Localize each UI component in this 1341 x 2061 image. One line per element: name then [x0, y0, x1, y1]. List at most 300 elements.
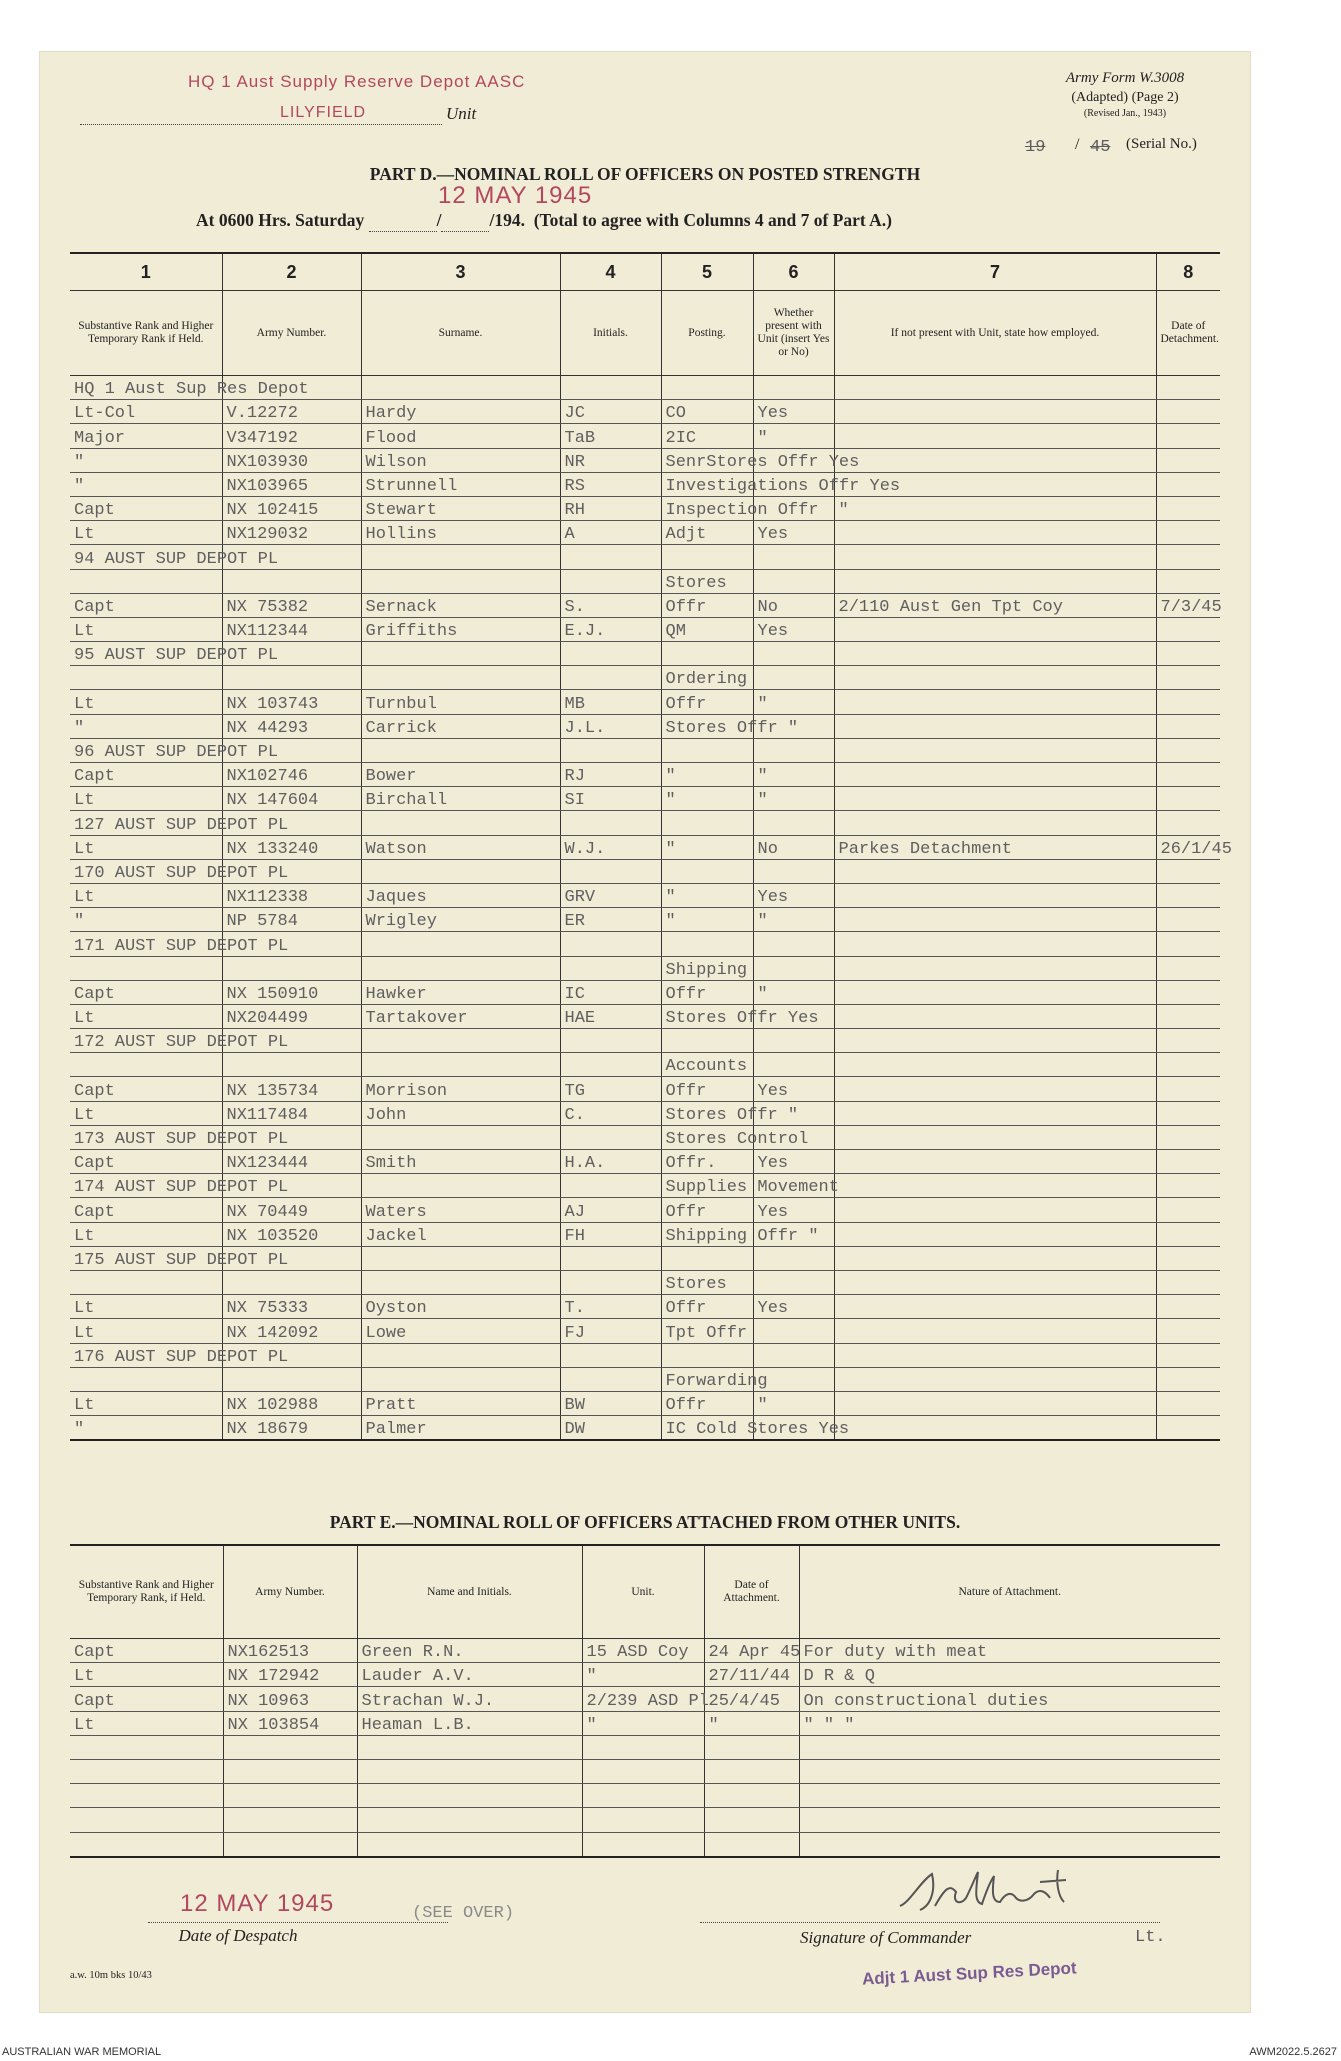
- table-cell: [834, 545, 1156, 569]
- table-cell: [753, 376, 834, 400]
- table-cell: [357, 1784, 582, 1808]
- table-cell: [361, 569, 560, 593]
- table-cell: [799, 1808, 1220, 1832]
- table-cell: [70, 1832, 223, 1857]
- table-row: [70, 883, 1220, 907]
- date-line-suffix: /194.: [489, 210, 525, 230]
- table-cell: Pratt: [361, 1391, 560, 1415]
- serial-label: (Serial No.): [1126, 136, 1197, 152]
- table-row: [70, 1029, 1220, 1053]
- table-cell: No: [753, 835, 834, 859]
- table-cell: [1156, 1367, 1220, 1391]
- table-cell: Tpt Offr: [661, 1319, 753, 1343]
- table-cell: [834, 1004, 1156, 1028]
- table-cell: [70, 956, 222, 980]
- table-cell: [1156, 1295, 1220, 1319]
- table-cell: Stores Offr Yes: [661, 1004, 753, 1028]
- table-cell: [834, 738, 1156, 762]
- table-cell: [834, 521, 1156, 545]
- table-cell: ": [753, 908, 834, 932]
- table-cell: [834, 1198, 1156, 1222]
- column-number: 5: [661, 253, 753, 291]
- table-cell: Yes: [753, 400, 834, 424]
- table-cell: [70, 1735, 223, 1759]
- table-cell: C.: [560, 1101, 661, 1125]
- table-cell: Tartakover: [361, 1004, 560, 1028]
- signature-line: [700, 1902, 1160, 1923]
- table-row: [70, 1663, 1220, 1687]
- table-cell: [753, 956, 834, 980]
- table-cell: [560, 1174, 661, 1198]
- table-cell: [834, 1246, 1156, 1270]
- table-cell: [834, 666, 1156, 690]
- table-cell: [222, 1270, 361, 1294]
- table-cell: [582, 1784, 704, 1808]
- table-cell: [834, 1101, 1156, 1125]
- table-cell: [357, 1735, 582, 1759]
- table-cell: [1156, 1077, 1220, 1101]
- table-cell: [834, 883, 1156, 907]
- column-header: Substantive Rank and Higher Temporary Rank, if Held.: [70, 1545, 223, 1639]
- date-line-note: (Total to agree with Columns 4 and 7 of Part A.): [533, 210, 892, 230]
- table-row: [70, 666, 1220, 690]
- table-cell: Major: [70, 424, 222, 448]
- form-revised: (Revised Jan., 1943): [1083, 108, 1167, 119]
- table-cell: NX 18679: [222, 1416, 361, 1441]
- table-row: [70, 932, 1220, 956]
- table-cell: [834, 569, 1156, 593]
- table-cell: HAE: [560, 1004, 661, 1028]
- table-cell: [1156, 448, 1220, 472]
- table-cell: [582, 1759, 704, 1783]
- table-cell: ": [661, 787, 753, 811]
- table-cell: RH: [560, 496, 661, 520]
- table-cell: [1156, 956, 1220, 980]
- table-cell: [1156, 1319, 1220, 1343]
- table-cell: Palmer: [361, 1416, 560, 1441]
- table-cell: [834, 763, 1156, 787]
- serial-typed-2: 45: [1090, 138, 1111, 157]
- table-cell: [361, 956, 560, 980]
- table-cell: [582, 1832, 704, 1857]
- table-cell: NR: [560, 448, 661, 472]
- table-cell: Inspection Offr: [661, 496, 753, 520]
- table-cell: TG: [560, 1077, 661, 1101]
- table-cell: ": [661, 763, 753, 787]
- table-cell: Lt: [70, 1222, 222, 1246]
- column-header: Date of Detachment.: [1156, 291, 1220, 376]
- table-cell: [834, 714, 1156, 738]
- table-cell: Hawker: [361, 980, 560, 1004]
- table-cell: Lt: [70, 1391, 222, 1415]
- table-cell: Jaques: [361, 883, 560, 907]
- table-cell: ": [753, 787, 834, 811]
- column-number: 2: [222, 253, 361, 291]
- table-cell: [661, 642, 753, 666]
- table-cell: [661, 1343, 753, 1367]
- table-cell: [1156, 472, 1220, 496]
- table-cell: D R & Q: [799, 1663, 1220, 1687]
- table-cell: [1156, 738, 1220, 762]
- table-cell: Yes: [753, 883, 834, 907]
- table-cell: 170 AUST SUP DEPOT PL: [70, 859, 222, 883]
- table-row: [70, 424, 1220, 448]
- header-row: [70, 291, 1220, 376]
- table-cell: [70, 1784, 223, 1808]
- table-cell: [834, 859, 1156, 883]
- table-cell: Capt: [70, 1150, 222, 1174]
- table-cell: ER: [560, 908, 661, 932]
- table-cell: 2/110 Aust Gen Tpt Coy: [834, 593, 1156, 617]
- table-row: [70, 545, 1220, 569]
- table-cell: 176 AUST SUP DEPOT PL: [70, 1343, 222, 1367]
- table-row: [70, 787, 1220, 811]
- table-cell: Ordering: [661, 666, 753, 690]
- table-cell: BW: [560, 1391, 661, 1415]
- table-cell: Strunnell: [361, 472, 560, 496]
- table-cell: NX 135734: [222, 1077, 361, 1101]
- table-cell: NX103965: [222, 472, 361, 496]
- table-cell: Yes: [753, 617, 834, 641]
- table-cell: [222, 1053, 361, 1077]
- table-cell: NX 133240: [222, 835, 361, 859]
- table-cell: 175 AUST SUP DEPOT PL: [70, 1246, 222, 1270]
- table-cell: [361, 1029, 560, 1053]
- table-cell: ": [582, 1711, 704, 1735]
- table-cell: NX 70449: [222, 1198, 361, 1222]
- column-header: Initials.: [560, 291, 661, 376]
- column-header: Date of Attachment.: [704, 1545, 799, 1639]
- table-cell: W.J.: [560, 835, 661, 859]
- table-cell: [223, 1759, 357, 1783]
- table-cell: [704, 1832, 799, 1857]
- column-header: Whether present with Unit (insert Yes or No): [753, 291, 834, 376]
- column-number: 7: [834, 253, 1156, 291]
- table-cell: [357, 1832, 582, 1857]
- table-row: [70, 1077, 1220, 1101]
- table-cell: [1156, 1101, 1220, 1125]
- table-cell: Yes: [753, 1150, 834, 1174]
- table-cell: [1156, 908, 1220, 932]
- table-cell: 15 ASD Coy: [582, 1639, 704, 1663]
- table-row: [70, 980, 1220, 1004]
- table-cell: NX112344: [222, 617, 361, 641]
- table-cell: V347192: [222, 424, 361, 448]
- table-row: [70, 1784, 1220, 1808]
- table-cell: 7/3/45: [1156, 593, 1220, 617]
- table-cell: [661, 811, 753, 835]
- table-cell: [799, 1784, 1220, 1808]
- table-cell: Stores Offr ": [661, 1101, 753, 1125]
- table-cell: [223, 1832, 357, 1857]
- table-cell: [361, 1125, 560, 1149]
- table-cell: [1156, 1004, 1220, 1028]
- table-row: [70, 1416, 1220, 1441]
- table-cell: [704, 1808, 799, 1832]
- table-cell: Accounts: [661, 1053, 753, 1077]
- table-cell: On constructional duties: [799, 1687, 1220, 1711]
- table-cell: NX 103743: [222, 690, 361, 714]
- table-cell: [834, 811, 1156, 835]
- table-cell: [1156, 1125, 1220, 1149]
- table-cell: [560, 642, 661, 666]
- table-cell: [70, 1053, 222, 1077]
- table-cell: [753, 666, 834, 690]
- table-cell: [70, 569, 222, 593]
- table-cell: Turnbul: [361, 690, 560, 714]
- print-code: a.w. 10m bks 10/43: [70, 1970, 152, 1981]
- table-row: [70, 859, 1220, 883]
- table-cell: Wrigley: [361, 908, 560, 932]
- table-row: [70, 521, 1220, 545]
- table-cell: [753, 859, 834, 883]
- table-cell: [834, 690, 1156, 714]
- table-cell: Stores Control: [661, 1125, 753, 1149]
- table-cell: [834, 642, 1156, 666]
- table-cell: Yes: [753, 1077, 834, 1101]
- table-cell: NX 44293: [222, 714, 361, 738]
- table-cell: ": [70, 714, 222, 738]
- table-cell: [834, 1174, 1156, 1198]
- table-cell: 172 AUST SUP DEPOT PL: [70, 1029, 222, 1053]
- table-cell: Shipping: [661, 956, 753, 980]
- table-cell: NX204499: [222, 1004, 361, 1028]
- table-cell: [582, 1735, 704, 1759]
- table-row: [70, 1004, 1220, 1028]
- table-cell: [361, 376, 560, 400]
- column-number: 6: [753, 253, 834, 291]
- table-cell: [222, 1367, 361, 1391]
- table-cell: Lt: [70, 521, 222, 545]
- column-header: If not present with Unit, state how employed.: [834, 291, 1156, 376]
- table-row: [70, 1101, 1220, 1125]
- table-cell: 173 AUST SUP DEPOT PL: [70, 1125, 222, 1149]
- table-cell: [1156, 1391, 1220, 1415]
- table-row: [70, 1150, 1220, 1174]
- table-cell: ": [661, 883, 753, 907]
- table-cell: [560, 1367, 661, 1391]
- form-adapted: (Adapted) (Page 2): [1071, 90, 1179, 105]
- commander-label: Signature of Commander: [800, 1928, 972, 1947]
- table-cell: [834, 1053, 1156, 1077]
- table-row: [70, 1832, 1220, 1857]
- table-cell: Stores: [661, 569, 753, 593]
- table-cell: DW: [560, 1416, 661, 1441]
- table-cell: NX 10963: [223, 1687, 357, 1711]
- table-cell: S.: [560, 593, 661, 617]
- table-cell: [361, 1053, 560, 1077]
- table-cell: [834, 1125, 1156, 1149]
- table-cell: For duty with meat: [799, 1639, 1220, 1663]
- column-header: Posting.: [661, 291, 753, 376]
- table-cell: [834, 956, 1156, 980]
- table-row: [70, 1367, 1220, 1391]
- table-cell: [753, 642, 834, 666]
- table-cell: Lt: [70, 1711, 223, 1735]
- table-cell: NX 150910: [222, 980, 361, 1004]
- table-cell: NX 103854: [223, 1711, 357, 1735]
- table-cell: [361, 738, 560, 762]
- part-d-date-line: At 0600 Hrs. Saturday / /194. (Total to agree with Columns 4 and 7 of Part A.): [196, 210, 892, 230]
- table-cell: [661, 545, 753, 569]
- table-cell: NX103930: [222, 448, 361, 472]
- table-row: [70, 1222, 1220, 1246]
- table-cell: [560, 956, 661, 980]
- table-cell: [560, 666, 661, 690]
- table-cell: [753, 1270, 834, 1294]
- table-cell: [222, 569, 361, 593]
- table-row: [70, 1246, 1220, 1270]
- table-cell: Yes: [753, 1198, 834, 1222]
- table-cell: [560, 1125, 661, 1149]
- table-cell: [1156, 569, 1220, 593]
- table-cell: Offr: [661, 1391, 753, 1415]
- table-cell: [223, 1735, 357, 1759]
- table-cell: NX 75382: [222, 593, 361, 617]
- form-number: Army Form W.3008: [1065, 70, 1185, 86]
- table-cell: [753, 1246, 834, 1270]
- table-cell: Waters: [361, 1198, 560, 1222]
- table-cell: CO: [661, 400, 753, 424]
- table-cell: [560, 1053, 661, 1077]
- table-cell: [834, 1029, 1156, 1053]
- table-cell: 25/4/45: [704, 1687, 799, 1711]
- column-number: 3: [361, 253, 560, 291]
- table-cell: Supplies Movement: [661, 1174, 753, 1198]
- table-cell: [1156, 545, 1220, 569]
- table-cell: Hollins: [361, 521, 560, 545]
- table-cell: [1156, 690, 1220, 714]
- table-row: [70, 1735, 1220, 1759]
- table-row: [70, 1319, 1220, 1343]
- table-cell: Oyston: [361, 1295, 560, 1319]
- table-row: [70, 1270, 1220, 1294]
- column-header: Army Number.: [222, 291, 361, 376]
- table-row: [70, 642, 1220, 666]
- table-cell: [1156, 980, 1220, 1004]
- table-cell: [361, 642, 560, 666]
- table-cell: [1156, 1053, 1220, 1077]
- part-e-table: [70, 1544, 1220, 1858]
- table-cell: [1156, 932, 1220, 956]
- table-cell: [834, 932, 1156, 956]
- table-cell: 171 AUST SUP DEPOT PL: [70, 932, 222, 956]
- table-cell: [357, 1808, 582, 1832]
- table-cell: [560, 1343, 661, 1367]
- table-cell: [1156, 811, 1220, 835]
- table-cell: Capt: [70, 980, 222, 1004]
- table-cell: NX117484: [222, 1101, 361, 1125]
- table-cell: GRV: [560, 883, 661, 907]
- table-cell: MB: [560, 690, 661, 714]
- table-cell: [1156, 642, 1220, 666]
- table-cell: 96 AUST SUP DEPOT PL: [70, 738, 222, 762]
- table-cell: Morrison: [361, 1077, 560, 1101]
- table-cell: NX123444: [222, 1150, 361, 1174]
- table-cell: Shipping Offr ": [661, 1222, 753, 1246]
- table-cell: [753, 811, 834, 835]
- table-row: [70, 1639, 1220, 1663]
- unit-line: [80, 102, 442, 125]
- table-cell: [357, 1759, 582, 1783]
- table-cell: Parkes Detachment: [834, 835, 1156, 859]
- table-cell: Adjt: [661, 521, 753, 545]
- table-cell: [753, 545, 834, 569]
- table-cell: NX102746: [222, 763, 361, 787]
- table-cell: Heaman L.B.: [357, 1711, 582, 1735]
- table-cell: [361, 1343, 560, 1367]
- table-cell: [1156, 617, 1220, 641]
- table-cell: Lt: [70, 1319, 222, 1343]
- table-row: [70, 1711, 1220, 1735]
- table-cell: 174 AUST SUP DEPOT PL: [70, 1174, 222, 1198]
- table-cell: [560, 738, 661, 762]
- table-cell: [834, 1416, 1156, 1441]
- table-cell: [704, 1735, 799, 1759]
- table-cell: Lt: [70, 1295, 222, 1319]
- unit-stamp: HQ 1 Aust Supply Reserve Depot AASC: [188, 72, 526, 91]
- table-cell: Investigations Offr Yes: [661, 472, 753, 496]
- table-cell: [834, 1150, 1156, 1174]
- table-cell: [834, 424, 1156, 448]
- table-row: [70, 1174, 1220, 1198]
- table-cell: [1156, 424, 1220, 448]
- table-row: [70, 1343, 1220, 1367]
- table-cell: Capt: [70, 1198, 222, 1222]
- table-cell: [1156, 1150, 1220, 1174]
- table-cell: [753, 1029, 834, 1053]
- table-cell: [799, 1832, 1220, 1857]
- table-cell: [560, 932, 661, 956]
- table-cell: [834, 1319, 1156, 1343]
- table-cell: [1156, 763, 1220, 787]
- table-cell: " " ": [799, 1711, 1220, 1735]
- table-row: [70, 1808, 1220, 1832]
- table-cell: Watson: [361, 835, 560, 859]
- footer-left: AUSTRALIAN WAR MEMORIAL: [2, 2046, 162, 2058]
- table-cell: [70, 666, 222, 690]
- table-cell: [560, 1246, 661, 1270]
- table-cell: Flood: [361, 424, 560, 448]
- table-cell: RS: [560, 472, 661, 496]
- table-cell: Offr: [661, 1198, 753, 1222]
- column-number-row: [70, 253, 1220, 291]
- table-cell: NX 102415: [222, 496, 361, 520]
- table-row: [70, 956, 1220, 980]
- footer-right: AWM2022.5.2627: [1249, 2046, 1337, 2058]
- table-row: [70, 908, 1220, 932]
- table-cell: [753, 569, 834, 593]
- table-row: [70, 1759, 1220, 1783]
- table-cell: ": [582, 1663, 704, 1687]
- table-cell: [661, 932, 753, 956]
- table-cell: NX 102988: [222, 1391, 361, 1415]
- table-cell: Green R.N.: [357, 1639, 582, 1663]
- table-cell: Birchall: [361, 787, 560, 811]
- table-cell: E.J.: [560, 617, 661, 641]
- despatch-date-stamp: 12 MAY 1945: [180, 1890, 335, 1917]
- table-cell: V.12272: [222, 400, 361, 424]
- table-cell: IC Cold Stores Yes: [661, 1416, 753, 1441]
- table-cell: Lt: [70, 690, 222, 714]
- table-cell: SenrStores Offr Yes: [661, 448, 753, 472]
- table-cell: [1156, 714, 1220, 738]
- table-cell: [223, 1784, 357, 1808]
- table-cell: [1156, 1222, 1220, 1246]
- table-cell: J.L.: [560, 714, 661, 738]
- table-cell: [70, 1808, 223, 1832]
- table-cell: ": [70, 472, 222, 496]
